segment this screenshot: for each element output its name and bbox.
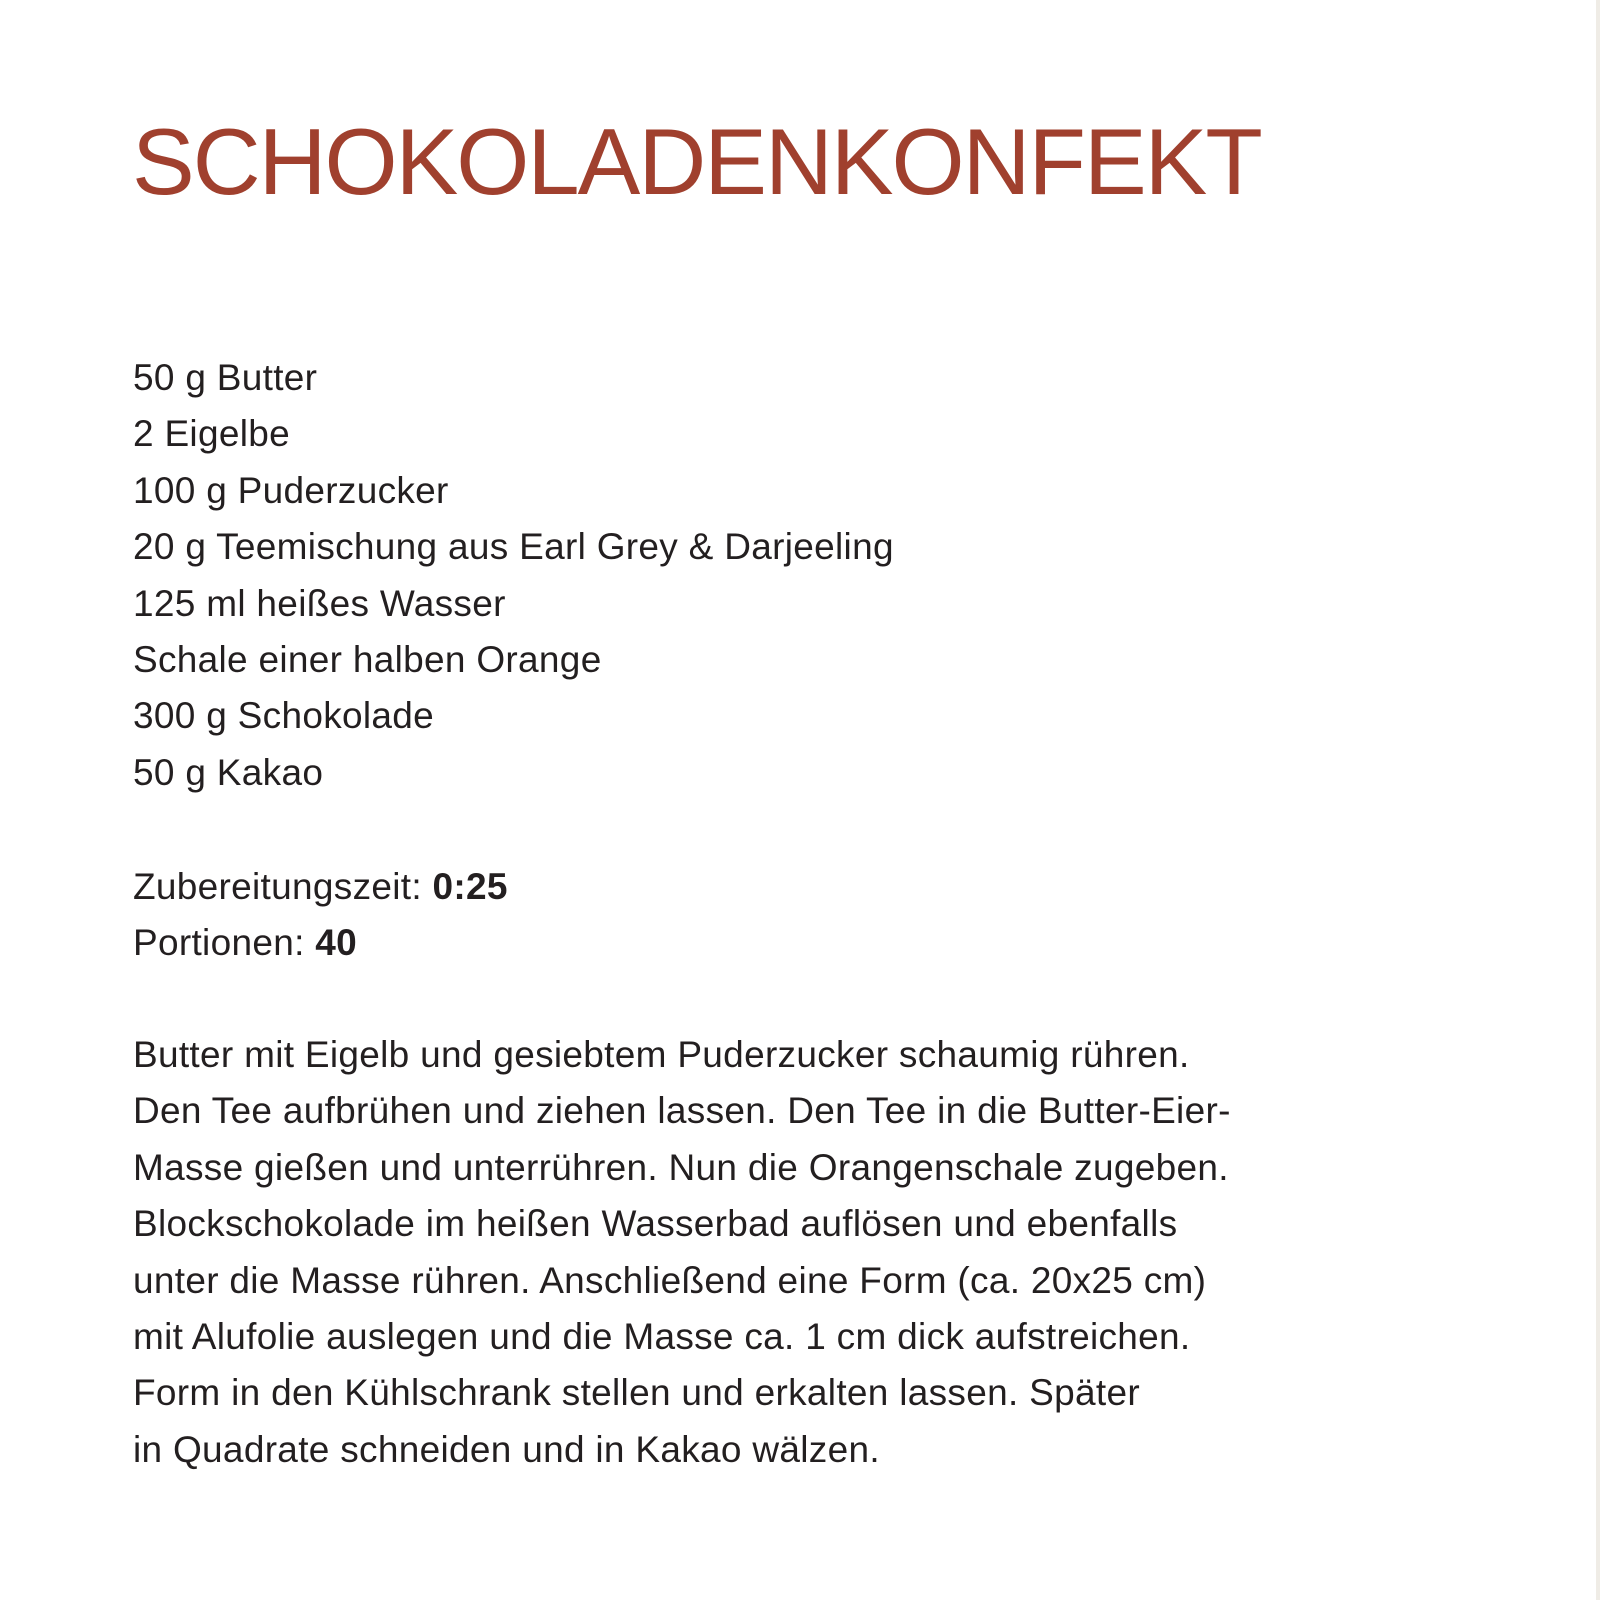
instruction-line: in Quadrate schneiden und in Kakao wälzen.: [133, 1428, 880, 1470]
ingredient-item: 300 g Schokolade: [133, 695, 435, 737]
ingredient-item: 125 ml heißes Wasser: [133, 582, 506, 624]
instruction-line: Blockschokolade im heißen Wasserbad auflösen und ebenfalls: [133, 1203, 1178, 1245]
portions-label: Portionen:: [133, 922, 305, 964]
recipe-title: SCHOKOLADENKONFEKT: [132, 109, 1261, 214]
ingredient-item: 100 g Puderzucker: [133, 469, 449, 511]
instructions-text: [133, 1027, 1231, 1478]
prep-time-line: [133, 859, 508, 915]
ingredient-item: 50 g Kakao: [133, 751, 324, 793]
ingredient-item: 2 Eigelbe: [133, 413, 290, 455]
instruction-line: Den Tee aufbrühen und ziehen lassen. Den Tee in die Butter-Eier-: [133, 1090, 1231, 1132]
instruction-line: Masse gießen und unterrühren. Nun die Orangenschale zugeben.: [133, 1146, 1229, 1188]
portions-value: 40: [315, 922, 358, 964]
instruction-line: unter die Masse rühren. Anschließend eine Form (ca. 20x25 cm): [133, 1259, 1207, 1301]
ingredient-item: 20 g Teemischung aus Earl Grey & Darjeeling: [133, 526, 894, 568]
ingredient-item: 50 g Butter: [133, 357, 318, 398]
prep-time-label: Zubereitungszeit:: [133, 866, 422, 907]
recipe-meta: [133, 859, 508, 972]
instruction-line: Form in den Kühlschrank stellen und erkalten lassen. Später: [133, 1372, 1140, 1414]
prep-time-value: 0:25: [432, 866, 508, 907]
portions-line: [133, 915, 508, 971]
instruction-line: Butter mit Eigelb und gesiebtem Puderzucker schaumig rühren.: [133, 1034, 1190, 1075]
ingredient-list: [133, 350, 894, 801]
page-edge-divider: [1596, 0, 1600, 1600]
ingredient-item: Schale einer halben Orange: [133, 638, 602, 680]
instruction-line: mit Alufolie auslegen und die Masse ca. 1 cm dick aufstreichen.: [133, 1315, 1191, 1357]
